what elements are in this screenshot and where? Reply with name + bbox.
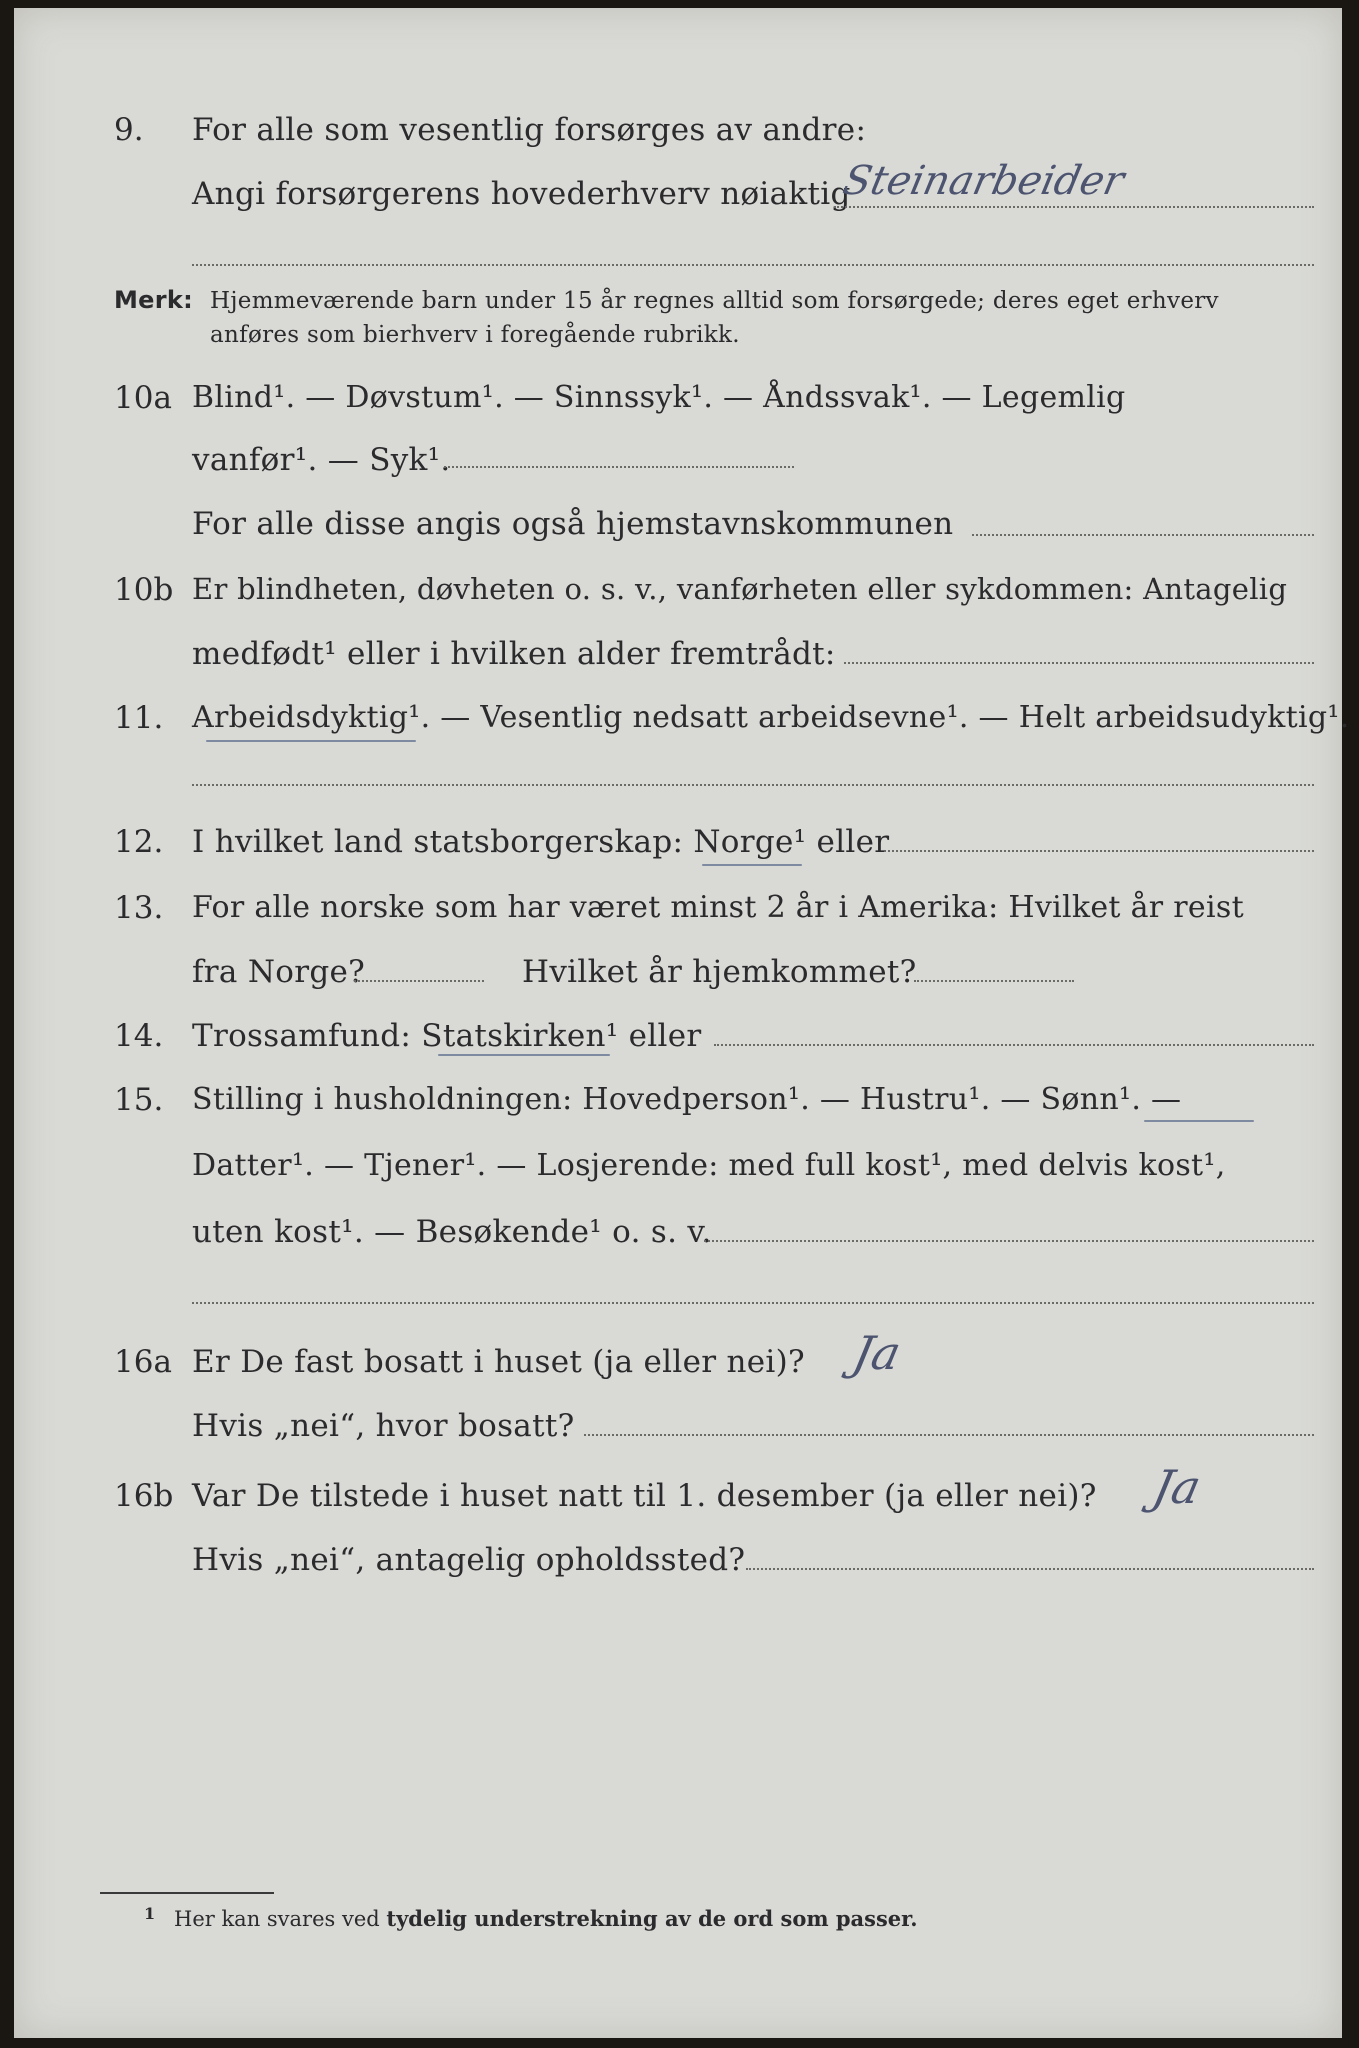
question-16a-number: 16a (114, 1344, 172, 1380)
question-13-line1: For alle norske som har været minst 2 år i Amerika: Hvilket år reist (192, 890, 1244, 925)
footnote-bold-text: tydelig understrekning av de ord som passer. (386, 1906, 918, 1931)
question-13-line2b: Hvilket år hjemkommet? (522, 954, 917, 990)
question-11-underline-arbeidsdyktig (206, 740, 416, 742)
question-13-number: 13. (114, 890, 164, 926)
question-16b-number: 16b (114, 1478, 174, 1514)
question-13-line2a: fra Norge? (192, 954, 366, 990)
question-14-underline-statskirken (438, 1054, 610, 1056)
question-9-handwritten-answer[interactable]: Steinarbeider (839, 158, 1129, 204)
question-14-number: 14. (114, 1018, 164, 1054)
question-10b-line1: Er blindheten, døvheten o. s. v., vanførheten eller sykdommen: Antagelig (192, 572, 1288, 606)
question-12-number: 12. (114, 824, 164, 860)
question-16b-line2: Hvis „nei“, antagelig opholdssted? (192, 1542, 746, 1578)
question-15-line3: uten kost¹. — Besøkende¹ o. s. v. (192, 1214, 712, 1250)
footnote-plain-text: Her kan svares ved (174, 1907, 380, 1931)
question-13-reist-line (354, 980, 484, 982)
footnote-rule (100, 1892, 274, 1894)
question-9-line2: Angi forsørgerens hovederhverv nøiaktig (192, 176, 851, 212)
question-15-answer-line (704, 1240, 1314, 1242)
question-10b-number: 10b (114, 572, 174, 608)
question-14-line1: Trossamfund: Statskirken¹ eller (192, 1018, 702, 1054)
question-15-line2: Datter¹. — Tjener¹. — Losjerende: med full kost¹, med delvis kost¹, (192, 1148, 1226, 1183)
question-16b-answer-line (746, 1568, 1314, 1570)
question-16a-line1: Er De fast bosatt i huset (ja eller nei)? (192, 1344, 805, 1380)
question-15-number: 15. (114, 1082, 164, 1118)
question-9-number: 9. (114, 112, 144, 148)
question-15-line1: Stilling i husholdningen: Hovedperson¹. — Hustru¹. — Sønn¹. — (192, 1082, 1182, 1117)
question-14-answer-line (714, 1044, 1314, 1046)
question-16a-answer-line (584, 1434, 1314, 1436)
question-12-line1: I hvilket land statsborgerskap: Norge¹ eller (192, 824, 890, 860)
question-10a-number: 10a (114, 380, 172, 416)
question-10a-syk-line (444, 466, 794, 468)
question-16b-handwritten-answer[interactable]: Ja (1148, 1460, 1206, 1514)
question-16a-line2: Hvis „nei“, hvor bosatt? (192, 1408, 575, 1444)
footnote-marker: 1 (144, 1904, 156, 1923)
question-15-underline-sonn (1144, 1120, 1254, 1122)
question-10a-line1: Blind¹. — Døvstum¹. — Sinnssyk¹. — Åndssvak¹. — Legemlig (192, 380, 1126, 415)
question-11-line1: Arbeidsdyktig¹. — Vesentlig nedsatt arbeidsevne¹. — Helt arbeidsudyktig¹. (192, 700, 1350, 735)
merk-label: Merk: (114, 286, 194, 314)
merk-text-line1: Hjemmeværende barn under 15 år regnes alltid som forsørgede; deres eget erhverv (210, 288, 1219, 314)
question-9-extra-line (192, 264, 1314, 266)
question-16a-handwritten-answer[interactable]: Ja (848, 1326, 906, 1380)
question-10b-line2: medfødt¹ eller i hvilken alder fremtrådt: (192, 636, 836, 672)
question-9-answer-line (834, 206, 1314, 208)
question-12-underline-norge (702, 864, 802, 866)
question-9-line1: For alle som vesentlig forsørges av andre: (192, 112, 867, 148)
question-10b-answer-line (844, 662, 1314, 664)
census-form-page (14, 8, 1350, 2038)
question-12-answer-line (884, 850, 1314, 852)
question-13-hjemkommet-line (914, 980, 1074, 982)
footnote-text (174, 1906, 918, 1931)
question-16b-line1: Var De tilstede i huset natt til 1. desember (ja eller nei)? (192, 1478, 1097, 1514)
question-10a-line2: vanfør¹. — Syk¹. (192, 442, 451, 478)
question-10a-line3: For alle disse angis også hjemstavnskommunen (192, 506, 954, 542)
question-10a-hjemstavn-line (972, 534, 1314, 536)
question-15-extra-line (192, 1302, 1314, 1304)
merk-text-line2: anføres som bierhverv i foregående rubrikk. (210, 322, 740, 348)
question-11-extra-line (192, 784, 1314, 786)
question-11-number: 11. (114, 700, 164, 736)
